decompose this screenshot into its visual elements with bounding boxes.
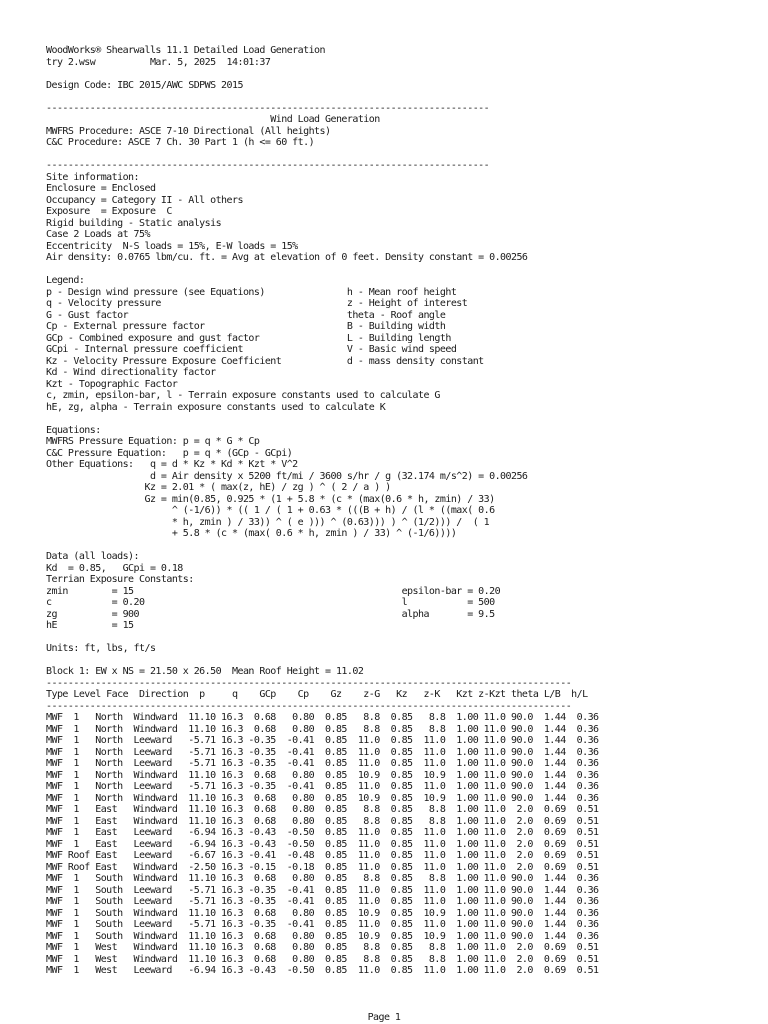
document-line: MWF 1 West Windward 11.10 16.3 0.68 0.80 0.85 8.8 0.85 8.8 1.00 11.0 2.0 0.69 0.51 bbox=[46, 942, 599, 953]
document-line: MWF 1 South Leeward -5.71 16.3 -0.35 -0.41 0.85 11.0 0.85 11.0 1.00 11.0 90.0 1.44 0.36 bbox=[46, 919, 599, 930]
document-line: MWF 1 North Windward 11.10 16.3 0.68 0.80 0.85 10.9 0.85 10.9 1.00 11.0 90.0 1.44 0.36 bbox=[46, 769, 599, 781]
document-line: MWF 1 South Leeward -5.71 16.3 -0.35 -0.41 0.85 11.0 0.85 11.0 1.00 11.0 90.0 1.44 0.36 bbox=[46, 884, 599, 896]
document-line: hE = 15 bbox=[46, 620, 134, 631]
document-line: zg = 900 alpha = 9.5 bbox=[46, 608, 495, 620]
page-number: Page 1 bbox=[367, 1012, 401, 1023]
document-line: try 2.wsw Mar. 5, 2025 14:01:37 bbox=[46, 56, 271, 68]
document-line: MWF Roof East Windward -2.50 16.3 -0.15 -0.18 0.85 11.0 0.85 11.0 1.00 11.0 2.0 0.69 0.51 bbox=[46, 861, 599, 873]
document-line: MWF 1 South Windward 11.10 16.3 0.68 0.80 0.85 8.8 0.85 8.8 1.00 11.0 90.0 1.44 0.36 bbox=[46, 873, 599, 884]
document-line: Kzt - Topographic Factor bbox=[46, 378, 178, 390]
document-line: MWF 1 North Windward 11.10 16.3 0.68 0.80 0.85 8.8 0.85 8.8 1.00 11.0 90.0 1.44 0.36 bbox=[46, 723, 599, 735]
document-line: MWF 1 East Leeward -6.94 16.3 -0.43 -0.50 0.85 11.0 0.85 11.0 1.00 11.0 2.0 0.69 0.51 bbox=[46, 827, 599, 838]
document-line: ------------------------------------------------------------------------------------------------ bbox=[46, 677, 572, 689]
document-line: MWF 1 East Leeward -6.94 16.3 -0.43 -0.50 0.85 11.0 0.85 11.0 1.00 11.0 2.0 0.69 0.51 bbox=[46, 838, 599, 850]
document-line: ------------------------------------------------------------------------------------------------ bbox=[46, 700, 572, 712]
document-line: GCp - Combined exposure and gust factor L - Building length bbox=[46, 332, 451, 344]
document-line: G - Gust factor theta - Roof angle bbox=[46, 309, 446, 321]
document-line: Enclosure = Enclosed bbox=[46, 183, 156, 194]
document-line: MWF 1 South Windward 11.10 16.3 0.68 0.80 0.85 10.9 0.85 10.9 1.00 11.0 90.0 1.44 0.36 bbox=[46, 907, 599, 919]
document-line: Site information: bbox=[46, 171, 139, 183]
document-line: MWF Roof East Leeward -6.67 16.3 -0.41 -0.48 0.85 11.0 0.85 11.0 1.00 11.0 2.0 0.69 0.51 bbox=[46, 850, 599, 861]
document-line: MWF 1 West Leeward -6.94 16.3 -0.43 -0.50 0.85 11.0 0.85 11.0 1.00 11.0 2.0 0.69 0.51 bbox=[46, 965, 599, 976]
document-line: Units: ft, lbs, ft/s bbox=[46, 643, 156, 654]
document-line: MWF 1 North Leeward -5.71 16.3 -0.35 -0.41 0.85 11.0 0.85 11.0 1.00 11.0 90.0 1.44 0.36 bbox=[46, 781, 599, 792]
document-line: MWF 1 South Leeward -5.71 16.3 -0.35 -0.41 0.85 11.0 0.85 11.0 1.00 11.0 90.0 1.44 0.36 bbox=[46, 896, 599, 907]
document-line: GCpi - Internal pressure coefficient V - Basic wind speed bbox=[46, 344, 457, 355]
document-line: c, zmin, epsilon-bar, l - Terrain exposure constants used to calculate G bbox=[46, 390, 440, 401]
document-line: Occupancy = Category II - All others bbox=[46, 194, 243, 206]
document-line: Design Code: IBC 2015/AWC SDPWS 2015 bbox=[46, 79, 243, 91]
document-line: Eccentricity N-S loads = 15%, E-W loads = 15% bbox=[46, 240, 298, 252]
document-line: Other Equations: q = d * Kz * Kd * Kzt * V^2 bbox=[46, 459, 298, 470]
document-line: Kz = 2.01 * ( max(z, hE) / zg ) ^ ( 2 / a ) ) bbox=[46, 482, 391, 493]
document-line: Data (all loads): bbox=[46, 551, 139, 562]
document-line: Kz - Velocity Pressure Exposure Coefficient d - mass density constant bbox=[46, 355, 484, 367]
document-line: Type Level Face Direction p q GCp Cp Gz z-G Kz z-K Kzt z-Kzt theta L/B h/L bbox=[46, 689, 588, 700]
document-line: MWF 1 West Windward 11.10 16.3 0.68 0.80 0.85 8.8 0.85 8.8 1.00 11.0 2.0 0.69 0.51 bbox=[46, 953, 599, 965]
document-line: c = 0.20 l = 500 bbox=[46, 597, 495, 608]
document-line: p - Design wind pressure (see Equations) h - Mean roof height bbox=[46, 286, 457, 298]
document-line: --------------------------------------------------------------------------------- bbox=[46, 102, 490, 114]
document-line: MWF 1 South Windward 11.10 16.3 0.68 0.80 0.85 10.9 0.85 10.9 1.00 11.0 90.0 1.44 0.36 bbox=[46, 930, 599, 942]
document-line: MWF 1 North Windward 11.10 16.3 0.68 0.80 0.85 8.8 0.85 8.8 1.00 11.0 90.0 1.44 0.36 bbox=[46, 712, 599, 723]
document-line: q - Velocity pressure z - Height of interest bbox=[46, 298, 468, 309]
document-line: Air density: 0.0765 lbm/cu. ft. = Avg at elevation of 0 feet. Density constant = 0.00256 bbox=[46, 252, 528, 263]
document-line: zmin = 15 epsilon-bar = 0.20 bbox=[46, 585, 501, 597]
document-line: MWFRS Pressure Equation: p = q * G * Cp bbox=[46, 436, 260, 447]
document-line: hE, zg, alpha - Terrain exposure constants used to calculate K bbox=[46, 401, 386, 413]
document-line: MWF 1 North Leeward -5.71 16.3 -0.35 -0.41 0.85 11.0 0.85 11.0 1.00 11.0 90.0 1.44 0.36 bbox=[46, 735, 599, 746]
document-line: WoodWorks® Shearwalls 11.1 Detailed Load Generation bbox=[46, 45, 325, 56]
document-line: Wind Load Generation bbox=[46, 114, 380, 125]
document-line: Gz = min(0.85, 0.925 * (1 + 5.8 * (c * (max(0.6 * h, zmin) / 33) bbox=[46, 493, 495, 505]
document-line: Exposure = Exposure C bbox=[46, 206, 172, 217]
document-line: Rigid building - Static analysis bbox=[46, 217, 222, 229]
document-line: MWFRS Procedure: ASCE 7-10 Directional (All heights) bbox=[46, 125, 331, 137]
document-line: Case 2 Loads at 75% bbox=[46, 229, 150, 240]
document-line: Kd - Wind directionality factor bbox=[46, 367, 216, 378]
document-line: * h, zmin ) / 33)) ^ ( e ))) ^ (0.63))) ) ^ (1/2))) / ( 1 bbox=[46, 516, 490, 528]
document-line: Equations: bbox=[46, 424, 101, 436]
document-line: Block 1: EW x NS = 21.50 x 26.50 Mean Roof Height = 11.02 bbox=[46, 666, 364, 677]
document-line: C&C Pressure Equation: p = q * (GCp - GCpi) bbox=[46, 447, 293, 459]
document-line: d = Air density x 5200 ft/mi / 3600 s/hr / g (32.174 m/s^2) = 0.00256 bbox=[46, 470, 528, 482]
document-line: ^ (-1/6)) * (( 1 / ( 1 + 0.63 * (((B + h) / (l * ((max( 0.6 bbox=[46, 505, 495, 516]
document-line: C&C Procedure: ASCE 7 Ch. 30 Part 1 (h <= 60 ft.) bbox=[46, 137, 315, 148]
document-line: MWF 1 East Windward 11.10 16.3 0.68 0.80 0.85 8.8 0.85 8.8 1.00 11.0 2.0 0.69 0.51 bbox=[46, 804, 599, 815]
document-line: Kd = 0.85, GCpi = 0.18 bbox=[46, 562, 183, 574]
document-line: MWF 1 North Leeward -5.71 16.3 -0.35 -0.41 0.85 11.0 0.85 11.0 1.00 11.0 90.0 1.44 0.36 bbox=[46, 746, 599, 758]
document-line: + 5.8 * (c * (max( 0.6 * h, zmin ) / 33) ^ (-1/6)))) bbox=[46, 528, 457, 539]
document-line: --------------------------------------------------------------------------------- bbox=[46, 160, 490, 171]
document-line: Cp - External pressure factor B - Building width bbox=[46, 321, 446, 332]
document-line: MWF 1 East Windward 11.10 16.3 0.68 0.80 0.85 8.8 0.85 8.8 1.00 11.0 2.0 0.69 0.51 bbox=[46, 815, 599, 827]
document-line: MWF 1 North Windward 11.10 16.3 0.68 0.80 0.85 10.9 0.85 10.9 1.00 11.0 90.0 1.44 0.36 bbox=[46, 792, 599, 804]
document-line: Terrian Exposure Constants: bbox=[46, 574, 194, 585]
document-line: MWF 1 North Leeward -5.71 16.3 -0.35 -0.41 0.85 11.0 0.85 11.0 1.00 11.0 90.0 1.44 0.36 bbox=[46, 758, 599, 769]
document-line: Legend: bbox=[46, 275, 85, 286]
